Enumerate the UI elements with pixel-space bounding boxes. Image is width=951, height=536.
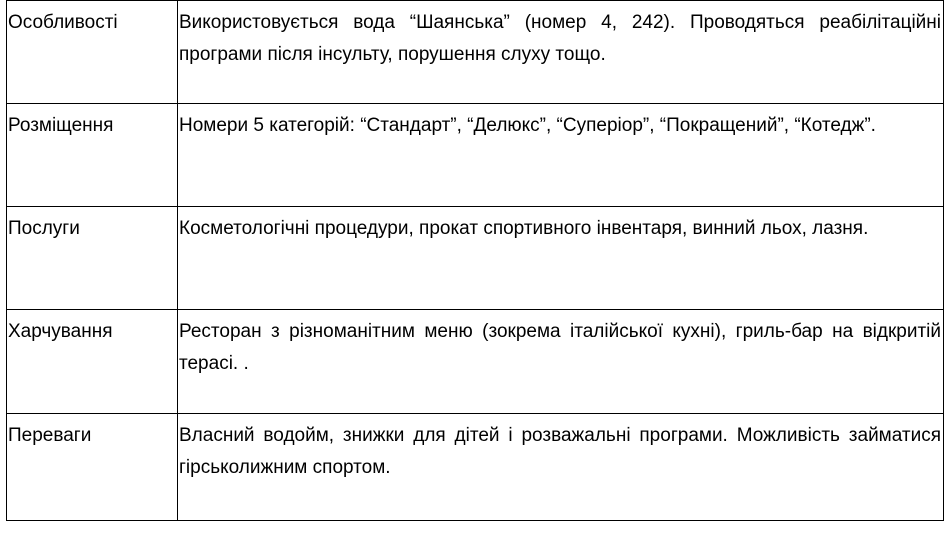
row-value: Косметологічні процедури, прокат спортивного інвентаря, винний льох, лазня. bbox=[178, 207, 944, 310]
table-row bbox=[7, 414, 944, 521]
row-value: Ресторан з різноманітним меню (зокрема італійської кухні), гриль-бар на відкритій терасі. . bbox=[178, 310, 944, 414]
row-label: Переваги bbox=[7, 414, 178, 521]
row-value: Власний водойм, знижки для дітей і розважальні програми. Можливість займатися гірськолижним спортом. bbox=[178, 414, 944, 521]
table-row bbox=[7, 104, 944, 207]
row-label: Послуги bbox=[7, 207, 178, 310]
row-label: Розміщення bbox=[7, 104, 178, 207]
table-row bbox=[7, 310, 944, 414]
row-label: Харчування bbox=[7, 310, 178, 414]
row-value: Використовується вода “Шаянська” (номер 4, 242). Проводяться реабілітаційні програми після інсульту, порушення слуху тощо. bbox=[178, 1, 944, 104]
table-row bbox=[7, 1, 944, 104]
row-label: Особливості bbox=[7, 1, 178, 104]
info-table bbox=[6, 0, 944, 521]
row-value: Номери 5 категорій: “Стандарт”, “Делюкс”, “Суперіор”, “Покращений”, “Котедж”. bbox=[178, 104, 944, 207]
table-row bbox=[7, 207, 944, 310]
